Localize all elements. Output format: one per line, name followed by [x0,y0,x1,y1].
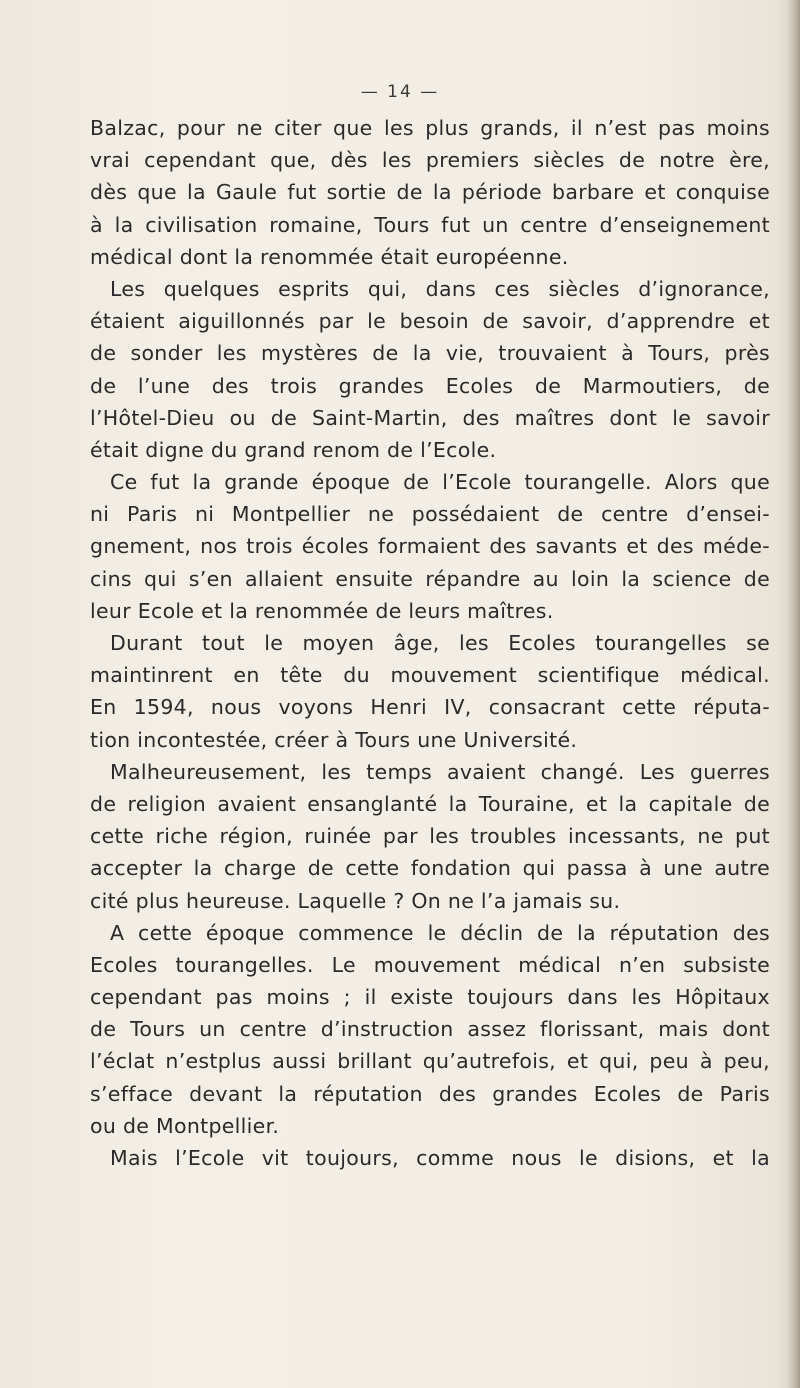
text-line: tion incontestée, créer à Tours une Université. [90,727,578,752]
text-line: de Tours un centre d’instruction assez florissant, mais dont [90,1017,770,1042]
text-line: cependant pas moins ; il existe toujours dans les Hôpitaux [90,985,770,1010]
text-line: médical dont la renommée était européenne. [90,244,569,269]
text-line: ou de Montpellier. [90,1113,280,1138]
text-line: l’Hôtel-Dieu ou de Saint-Martin, des maîtres dont le savoir [90,405,770,430]
text-line: Malheureusement, les temps avaient changé. Les guerres [110,759,770,784]
text-line: maintinrent en tête du mouvement scientifique médical. [90,663,770,688]
text-line: cins qui s’en allaient ensuite répandre au loin la science de [90,566,770,591]
text-line: cité plus heureuse. Laquelle ? On ne l’a jamais su. [90,888,621,913]
text-line: Durant tout le moyen âge, les Ecoles tourangelles se [110,631,770,655]
text-line: vrai cependant que, dès les premiers siècles de notre ère, [90,148,770,173]
text-line: Ce fut la grande époque de l’Ecole tourangelle. Alors que [110,470,770,495]
body-text [90,112,770,1174]
text-line: cette riche région, ruinée par les troubles incessants, ne put [90,824,770,849]
text-line: Balzac, pour ne citer que les plus grands, il n’est pas moins [90,116,770,140]
text-line: s’efface devant la réputation des grandes Ecoles de Paris [90,1081,770,1106]
text-line: Mais l’Ecole vit toujours, comme nous le disions, et la [110,1146,770,1170]
text-line: accepter la charge de cette fondation qui passa à une autre [90,856,770,881]
text-line: Les quelques esprits qui, dans ces siècles d’ignorance, [110,276,770,301]
text-line: dès que la Gaule fut sortie de la période barbare et conquise [90,180,770,205]
text-line: de sonder les mystères de la vie, trouvaient à Tours, près [90,341,770,366]
text-line: leur Ecole et la renommée de leurs maîtres. [90,598,554,623]
text-line: était digne du grand renom de l’Ecole. [90,437,497,462]
text-line: de religion avaient ensanglanté la Touraine, et la capitale de [90,791,770,816]
text-line: gnement, nos trois écoles formaient des savants et des méde- [90,534,770,559]
text-line: ni Paris ni Montpellier ne possédaient de centre d’ensei- [90,502,770,527]
page-edge-shadow [786,0,800,1388]
text-line: de l’une des trois grandes Ecoles de Marmoutiers, de [90,373,770,398]
text-line: Ecoles tourangelles. Le mouvement médical n’en subsiste [90,952,770,977]
page-number: — 14 — [360,82,440,102]
text-line: étaient aiguillonnés par le besoin de savoir, d’apprendre et [90,309,770,334]
text-line: l’éclat n’estplus aussi brillant qu’autrefois, et qui, peu à peu, [90,1049,770,1074]
text-line: En 1594, nous voyons Henri IV, consacrant cette réputa- [90,695,770,720]
text-line: A cette époque commence le déclin de la réputation des [110,920,770,945]
text-line: à la civilisation romaine, Tours fut un centre d’enseignement [90,212,770,237]
